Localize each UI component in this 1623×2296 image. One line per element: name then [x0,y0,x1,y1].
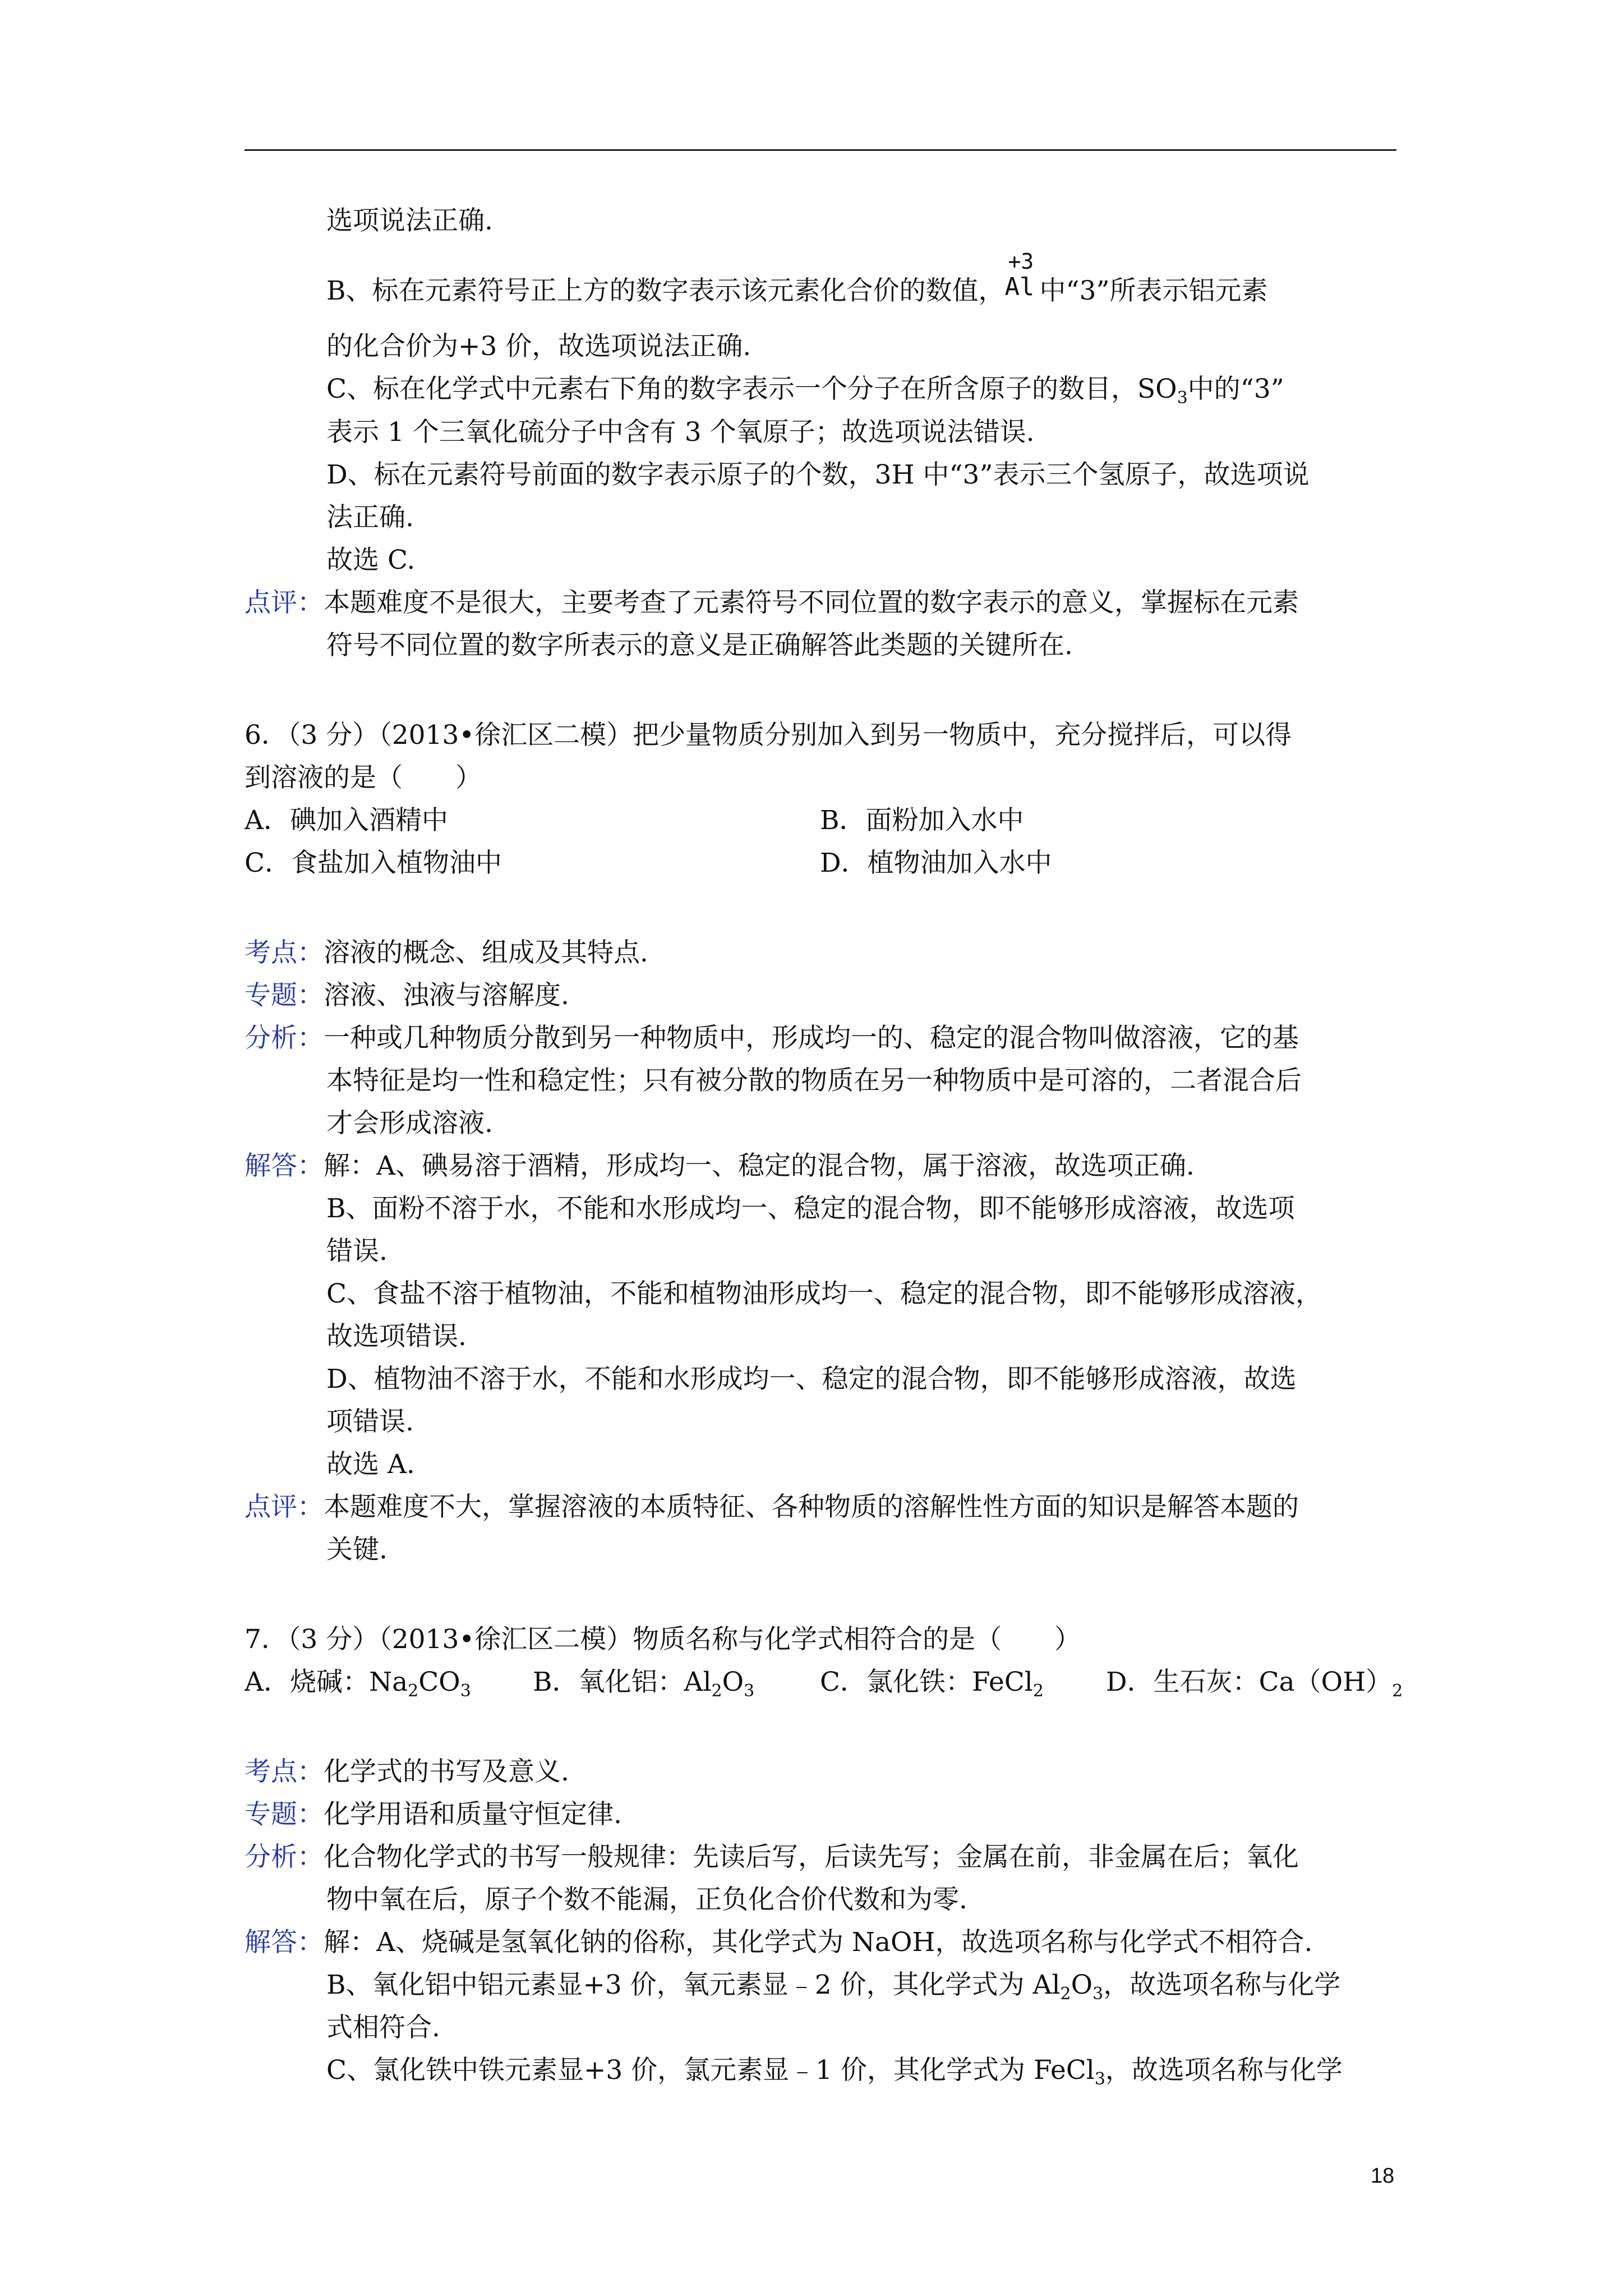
q6-dianping [245,1490,1299,1524]
q7-option-a-text: A．烧碱：Na [245,1667,408,1697]
kaodian-label: 考点： [245,937,324,968]
fenxi-text: 化合物化学式的书写一般规律：先读后写，后读先写；金属在前，非金属在后；氧化 [324,1842,1299,1872]
q7-option-c [820,1665,1044,1699]
q7-zhuanti [245,1798,622,1832]
q6-fenxi-line-3: 才会形成溶液. [326,1108,493,1139]
q7-jieda-c-text: C、氯化铁中铁元素显+3 价，氯元素显﹣1 价，其化学式为 FeCl [326,2055,1095,2086]
q6-dianping-line-2: 关键. [326,1534,388,1565]
q5-answer-d-line: D、标在元素符号前面的数字表示原子的个数，3H 中“3”表示三个氢原子，故选项说 [326,459,1310,490]
q7-option-a-text-2: CO [418,1667,460,1697]
subscript: 2 [1060,1984,1071,2004]
q6-option-d: D．植物油加入水中 [820,848,1052,878]
q5-answer-c-line-2: 表示 1 个三氧化硫分子中含有 3 个氧原子；故选项说法错误. [326,417,1035,448]
q6-option-c: C．食盐加入植物油中 [245,848,502,878]
q7-option-d-text: D．生石灰：Ca（OH） [1106,1667,1393,1697]
q6-jieda [245,1149,1195,1183]
zhuanti-text: 化学用语和质量守恒定律. [324,1799,622,1830]
jieda-text: 解：A、碘易溶于酒精，形成均一、稳定的混合物，属于溶液，故选项正确. [324,1151,1195,1181]
q7-jieda-c-line [326,2054,1343,2087]
q6-option-a: A．碘加入酒精中 [245,805,448,836]
q7-option-d [1106,1665,1403,1699]
zhuanti-text: 溶液、浊液与溶解度. [324,980,569,1011]
q7-jieda-b-line [326,1968,1340,2002]
q5-answer-d-line-2: 法正确. [326,502,414,533]
page-number: 18 [1371,2164,1395,2188]
q5-choose-line: 故选 C. [326,545,416,576]
q7-jieda-b-text-3: ，故选项名称与化学 [1103,1970,1341,2000]
q6-stem: 6．（3 分）（2013•徐汇区二模）把少量物质分别加入到另一物质中，充分搅拌后，可以得 [245,720,1292,751]
valence-superscript: +3 [1008,249,1034,274]
kaodian-text: 化学式的书写及意义. [324,1756,569,1787]
jieda-label: 解答： [245,1151,324,1181]
q6-jieda-line-6: D、植物油不溶于水，不能和水形成均一、稳定的混合物，即不能够形成溶液，故选 [326,1364,1297,1395]
dianping-text: 本题难度不大，掌握溶液的本质特征、各种物质的溶解性性方面的知识是解答本题的 [324,1492,1299,1522]
q6-jieda-line-2: B、面粉不溶于水，不能和水形成均一、稳定的混合物，即不能够形成溶液，故选项 [326,1193,1295,1224]
q7-fenxi [245,1841,1299,1874]
q7-option-b-text-2: O [722,1667,744,1697]
subscript: 2 [1392,1681,1403,1701]
q6-zhuanti [245,979,569,1013]
q7-jieda-b-text: B、氧化铝中铝元素显+3 价，氧元素显﹣2 价，其化学式为 Al [326,1970,1061,2000]
kaodian-label: 考点： [245,1756,324,1787]
q5-answer-b-line [326,249,1268,308]
q7-option-c-text: C．氯化铁：FeCl [820,1667,1033,1697]
subscript: 3 [1177,388,1188,408]
q6-fenxi [245,1022,1299,1055]
q7-jieda-c-text-2: ，故选项名称与化学 [1105,2055,1343,2086]
aluminum-valence-symbol [1004,249,1040,303]
q5-comment-line-2: 符号不同位置的数字所表示的意义是正确解答此类题的关键所在. [326,630,1073,661]
q7-jieda [245,1926,1313,1959]
q7-option-b [533,1665,754,1699]
q5-answer-c-line [326,372,1284,406]
element-symbol: Al [1004,273,1035,301]
q5-answer-line: 选项说法正确. [326,205,493,236]
subscript: 3 [460,1681,471,1701]
q7-fenxi-line-2: 物中氧在后，原子个数不能漏，正负化合价代数和为零. [326,1884,967,1915]
q6-kaodian [245,936,648,970]
jieda-text: 解：A、烧碱是氢氧化钠的俗称，其化学式为 NaOH，故选项名称与化学式不相符合. [324,1927,1313,1958]
q6-jieda-line-3: 错误. [326,1236,388,1267]
q5-answer-b-text-2: 中“3”所表示铝元素 [1039,275,1268,306]
fenxi-label: 分析： [245,1023,324,1053]
q6-jieda-line-4: C、食盐不溶于植物油，不能和植物油形成均一、稳定的混合物，即不能够形成溶液， [326,1278,1322,1309]
q6-fenxi-line-2: 本特征是均一性和稳定性；只有被分散的物质在另一种物质中是可溶的，二者混合后 [326,1065,1302,1096]
subscript: 2 [711,1681,722,1701]
subscript: 3 [1092,1984,1104,2004]
q7-jieda-line-3: 式相符合. [326,2012,440,2043]
jieda-label: 解答： [245,1927,324,1958]
q7-jieda-b-text-2: O [1071,1970,1093,2000]
comment-label: 点评： [245,587,324,618]
q7-stem: 7．（3 分）（2013•徐汇区二模）物质名称与化学式相符合的是（ ） [245,1624,1081,1655]
dianping-label: 点评： [245,1492,324,1522]
subscript: 3 [744,1681,755,1701]
q5-answer-c-text-2: 中的“3” [1187,374,1284,404]
fenxi-label: 分析： [245,1842,324,1872]
q6-jieda-line-7: 项错误. [326,1406,414,1437]
q7-kaodian [245,1755,569,1789]
subscript: 2 [1032,1681,1044,1701]
q6-jieda-line-8: 故选 A. [326,1449,415,1480]
q5-answer-c-text: C、标在化学式中元素右下角的数字表示一个分子在所含原子的数目，SO [326,374,1177,404]
subscript: 3 [1094,2069,1105,2089]
zhuanti-label: 专题： [245,980,324,1011]
zhuanti-label: 专题： [245,1799,324,1830]
q6-option-b: B．面粉加入水中 [820,805,1024,836]
subscript: 2 [408,1681,419,1701]
q5-answer-b-text: B、标在元素符号正上方的数字表示该元素化合价的数值， [326,275,1005,306]
q6-jieda-line-5: 故选项错误. [326,1321,467,1352]
q5-comment [245,586,1299,620]
fenxi-text: 一种或几种物质分散到另一种物质中，形成均一的、稳定的混合物叫做溶液，它的基 [324,1023,1299,1053]
header-rule [245,149,1396,151]
kaodian-text: 溶液的概念、组成及其特点. [324,937,648,968]
q5-answer-b-line-2: 的化合价为+3 价，故选项说法正确. [326,331,751,362]
q7-option-b-text: B．氧化铝：Al [533,1667,712,1697]
q6-stem-line-2: 到溶液的是（ ） [245,762,482,793]
comment-text: 本题难度不是很大，主要考查了元素符号不同位置的数字表示的意义，掌握标在元素 [324,587,1299,618]
q7-option-a [245,1665,471,1699]
